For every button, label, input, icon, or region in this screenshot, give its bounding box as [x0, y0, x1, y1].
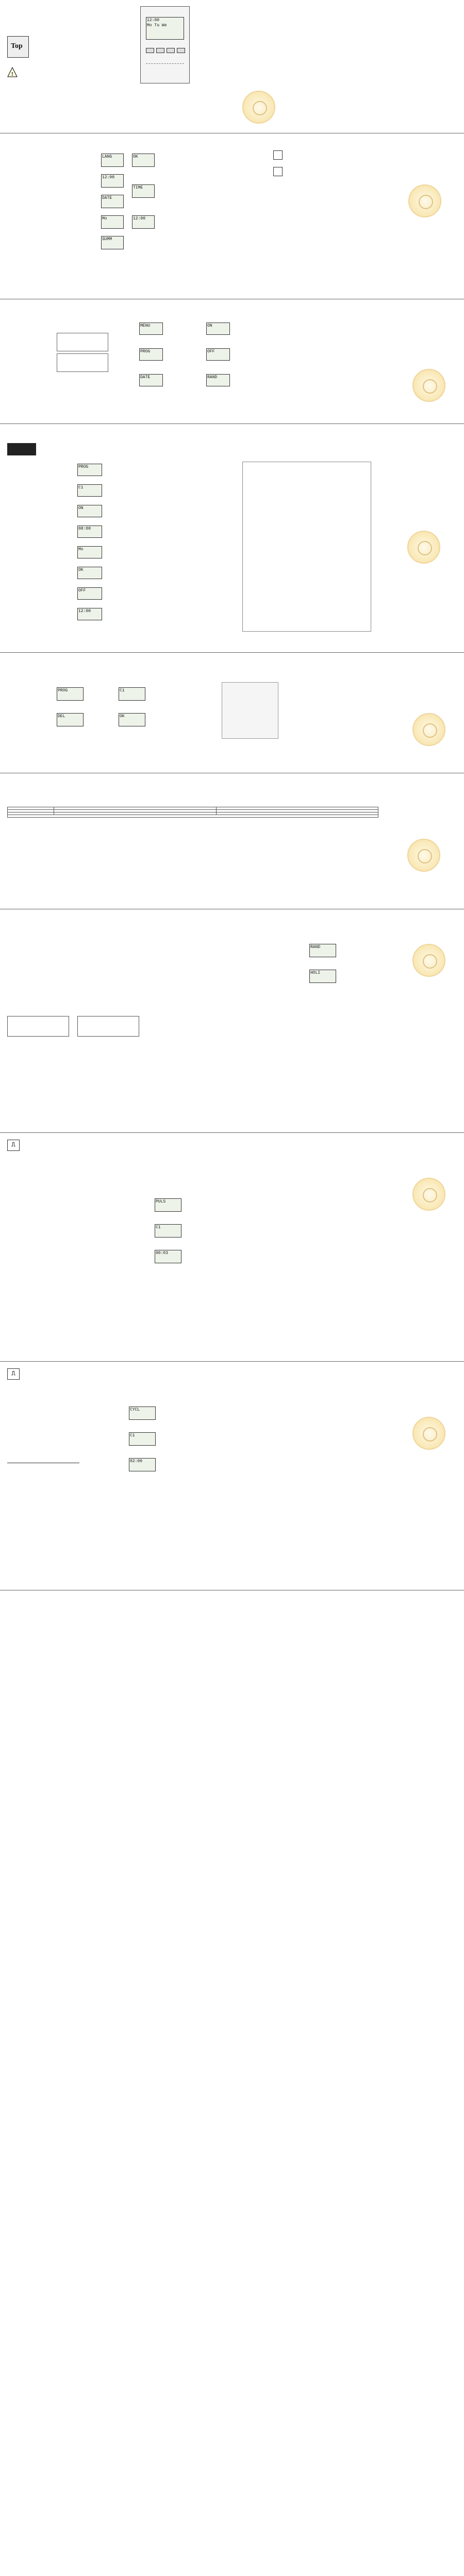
lcd-step-6: OK: [132, 154, 155, 167]
prog-lcd: ON: [77, 505, 102, 517]
no-icon: [273, 167, 283, 176]
pulse-lcd: 00:03: [155, 1250, 181, 1263]
cycle-lcd: 02:00: [129, 1458, 156, 1471]
pulse-lcd: PULS: [155, 1198, 181, 1212]
cycle-lcd: CYCL: [129, 1406, 156, 1420]
prog-lcd: OFF: [77, 587, 102, 600]
prog-lcd: OK: [77, 567, 102, 579]
prog-lcd: C1: [77, 484, 102, 497]
first-contact-section: [0, 135, 464, 300]
wiring-diagram-2: [57, 353, 108, 372]
svg-text:!: !: [11, 71, 13, 77]
delete-lcd: C1: [119, 687, 145, 701]
prog-badge: [7, 443, 36, 455]
watermark-logo: [412, 944, 445, 977]
random-lcd: HOLI: [309, 970, 336, 983]
lcd-step-8: 12:00: [132, 215, 155, 229]
watermark-logo: [242, 91, 275, 124]
wiring-diagram-1: [57, 333, 108, 351]
cancel-row: [8, 815, 378, 818]
menu-section: [0, 302, 464, 426]
intro-section: [0, 0, 464, 134]
minus-key[interactable]: [177, 48, 185, 53]
terminal-strip: [146, 63, 184, 78]
delete-lcd: OK: [119, 713, 145, 726]
cycle-section: [0, 1365, 464, 1592]
delete-lcd: DEL: [57, 713, 84, 726]
watermark-logo: [412, 369, 445, 402]
lcd-step-7: TIME: [132, 184, 155, 198]
menu-node: PROG: [139, 348, 163, 361]
watermark-logo: [412, 1417, 445, 1450]
prog-lcd: 12:00: [77, 608, 102, 620]
cycle-icon: ⎍: [7, 1368, 20, 1380]
lcd-step-4: Mo: [101, 215, 124, 229]
watermark-logo: [407, 839, 440, 872]
lcd-step-1: LANG: [101, 154, 124, 167]
prog-lcd: PROG: [77, 464, 102, 476]
lcd-step-2: 12:00: [101, 174, 124, 188]
ok-key[interactable]: [156, 48, 164, 53]
watermark-logo: [407, 531, 440, 564]
random-lcd: RAND: [309, 944, 336, 957]
prog-lcd: 08:00: [77, 526, 102, 538]
pulse-section: [0, 1137, 464, 1363]
watermark-logo: [408, 184, 441, 217]
lcd-display: 12:00 Mo Tu We: [146, 17, 184, 40]
cycle-graph: [7, 1448, 79, 1463]
delete-section: [0, 656, 464, 775]
cycle-lcd: C1: [129, 1432, 156, 1446]
menu-node: DATE: [139, 374, 163, 386]
menu-node: RAND: [206, 374, 230, 386]
override-table: [7, 807, 378, 818]
example-box: [242, 462, 371, 632]
override-section: [0, 777, 464, 911]
warning-icon: [7, 67, 18, 77]
random-graph-2: [77, 1016, 139, 1037]
delete-lcd: PROG: [57, 687, 84, 701]
menu-tree: [129, 317, 340, 410]
watermark-logo: [412, 1178, 445, 1211]
random-graph: [7, 1016, 69, 1037]
plus-key[interactable]: [167, 48, 175, 53]
prog-lcd: Mo: [77, 546, 102, 558]
device-diagram: [140, 6, 190, 83]
menu-node: MENU: [139, 323, 163, 335]
top-concept-logo: Top: [7, 36, 29, 58]
pulse-lcd: C1: [155, 1224, 181, 1238]
lcd-step-3: DATE: [101, 195, 124, 208]
ok-check-icon: [273, 150, 283, 160]
watermark-logo: [412, 713, 445, 746]
onoff-section: [0, 428, 464, 654]
menu-node: ON: [206, 323, 230, 335]
pulse-icon: ⎍: [7, 1140, 20, 1151]
menu-key[interactable]: [146, 48, 154, 53]
random-section: [0, 913, 464, 1134]
menu-node: OFF: [206, 348, 230, 361]
delete-illustration: [222, 682, 278, 739]
lcd-step-5: SUMM: [101, 236, 124, 249]
